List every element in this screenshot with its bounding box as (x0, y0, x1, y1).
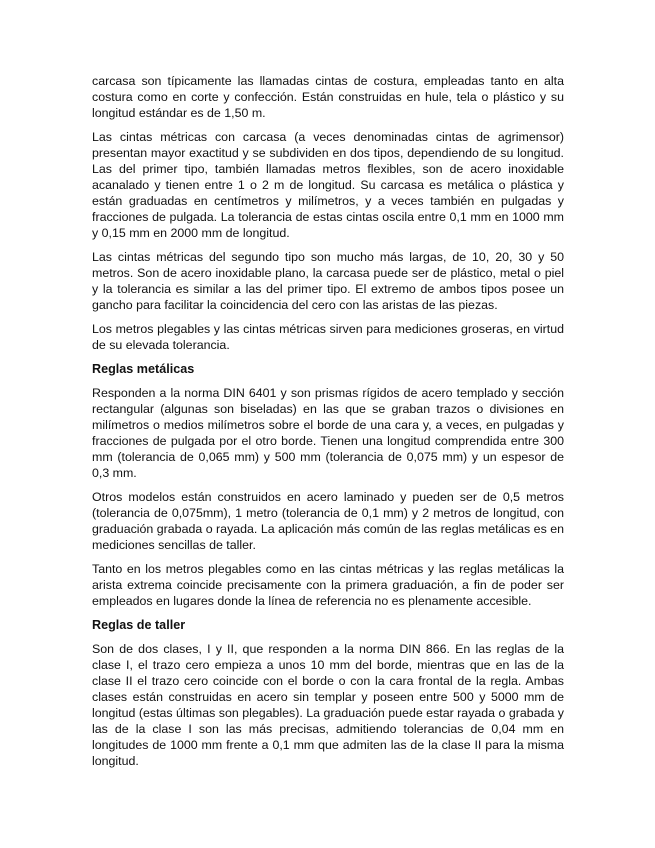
paragraph-metros-plegables: Los metros plegables y las cintas métricas sirven para mediciones groseras, en virtud de su elevada tolerancia. (92, 322, 564, 352)
paragraph-norma-din-6401: Responden a la norma DIN 6401 y son prismas rígidos de acero templado y sección rectangular (algunas son biseladas) en las que se graban trazos o divisiones en milímetros o medios milímetros sobre el borde de una cara y, a veces, en pulgadas y fracciones de pulgada por el otro borde. Tienen una longitud comprendida entre 300 mm (tolerancia de 0,065 mm) y 500 mm (tolerancia de 0,075 mm) y un espesor de 0,3 mm. (92, 386, 564, 480)
paragraph-cintas-costura: carcasa son típicamente las llamadas cintas de costura, empleadas tanto en alta costura como en corte y confección. Están construidas en hule, tela o plástico y su longitud estándar es de 1,50 m. (92, 74, 564, 120)
paragraph-arista-extrema: Tanto en los metros plegables como en las cintas métricas y las reglas metálicas la arista extrema coincide precisamente con la primera graduación, a fin de poder ser empleados en lugares donde la línea de referencia no es plenamente accesible. (92, 562, 564, 608)
paragraph-cintas-segundo-tipo: Las cintas métricas del segundo tipo son mucho más largas, de 10, 20, 30 y 50 metros. Son de acero inoxidable plano, la carcasa puede ser de plástico, metal o piel y la tolerancia es similar a las del primer tipo. El extremo de ambos tipos posee un gancho para facilitar la coincidencia del cero con las aristas de las piezas. (92, 250, 564, 312)
document-page (92, 73, 564, 777)
paragraph-otros-modelos: Otros modelos están construidos en acero laminado y pueden ser de 0,5 metros (tolerancia de 0,075mm), 1 metro (tolerancia de 0,1 mm) y 2 metros de longitud, con graduación grabada o rayada. La aplicación más común de las reglas metálicas es en mediciones sencillas de taller. (92, 490, 564, 552)
paragraph-cintas-carcasa: Las cintas métricas con carcasa (a veces denominadas cintas de agrimensor) presentan mayor exactitud y se subdividen en dos tipos, dependiendo de su longitud. Las del primer tipo, también llamadas metros flexibles, son de acero inoxidable acanalado y tienen entre 1 o 2 m de longitud. Su carcasa es metálica o plástica y están graduadas en centímetros y milímetros, y a veces también en pulgadas y fracciones de pulgada. La tolerancia de estas cintas oscila entre 0,1 mm en 1000 mm y 0,15 mm en 2000 mm de longitud. (92, 130, 564, 240)
heading-reglas-de-taller: Reglas de taller (92, 618, 186, 632)
heading-reglas-metalicas: Reglas metálicas (92, 362, 195, 376)
paragraph-norma-din-866: Son de dos clases, I y II, que responden a la norma DIN 866. En las reglas de la clase I, el trazo cero empieza a unos 10 mm del borde, mientras que en las de la clase II el trazo cero coincide con el borde o con la cara frontal de la regla. Ambas clases están construidas en acero sin templar y poseen entre 500 y 5000 mm de longitud (estas últimas son plegables). La graduación puede estar rayada o grabada y las de la clase I son las más precisas, admitiendo tolerancias de 0,04 mm en longitudes de 1000 mm frente a 0,1 mm que admiten las de la clase II para la misma longitud. (92, 642, 564, 768)
